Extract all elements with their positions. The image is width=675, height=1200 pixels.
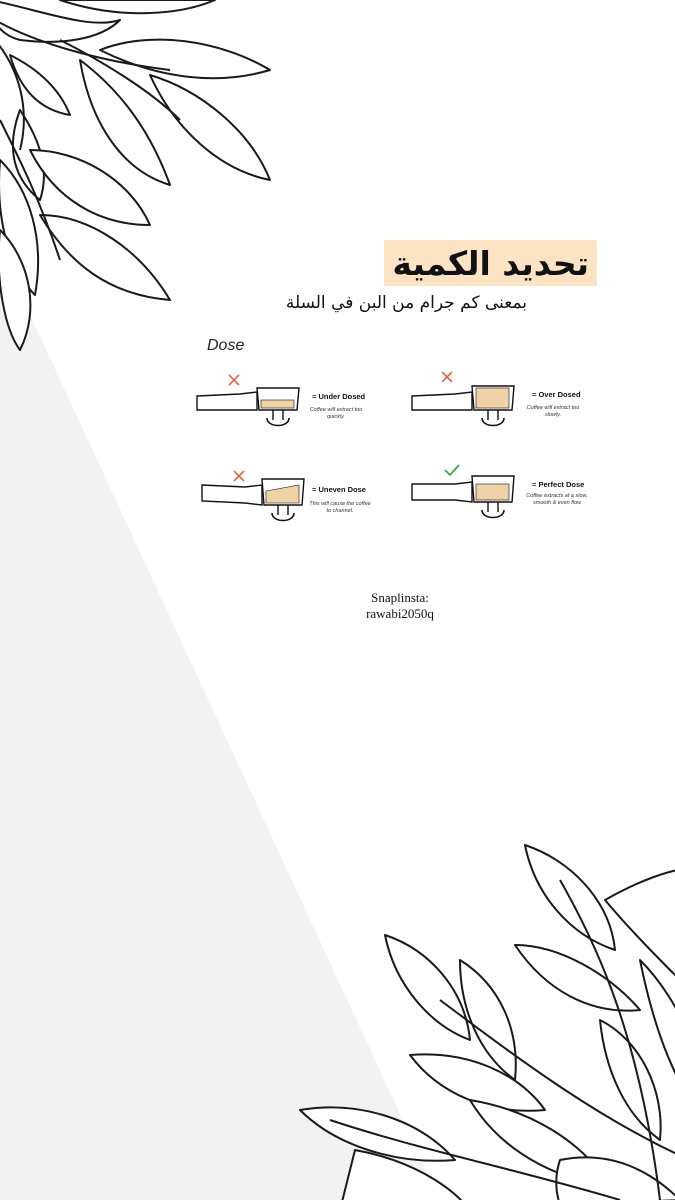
credit-text — [300, 590, 500, 622]
dose-desc-under: Coffee will extract too quickly. — [309, 407, 363, 420]
title-highlight — [384, 240, 597, 286]
dose-name-over: = Over Dosed — [532, 390, 581, 399]
credit-label: Snaplinsta: — [371, 590, 429, 605]
credit-handle: rawabi2050q — [366, 606, 434, 621]
cross-icon — [229, 375, 239, 385]
figure-label: Dose — [207, 337, 245, 354]
page-subtitle: بمعنى كم جرام من البن في السلة — [285, 293, 527, 313]
dose-item-uneven — [200, 465, 400, 545]
dose-name-perfect: = Perfect Dose — [532, 480, 585, 489]
dose-item-over — [410, 370, 610, 450]
cross-icon — [442, 372, 452, 382]
leaves-top-left-illustration — [0, 0, 270, 350]
page-title: تحديد الكمية — [392, 243, 589, 283]
dose-desc-uneven: This will cause the coffee to channel. — [309, 501, 371, 514]
dose-desc-perfect: Coffee extracts at a slow, smooth & even flow — [526, 493, 588, 506]
dose-item-perfect — [410, 462, 610, 542]
check-icon — [445, 465, 459, 475]
dose-item-under — [195, 370, 395, 450]
cross-icon — [234, 471, 244, 481]
dose-name-uneven: = Uneven Dose — [312, 485, 366, 494]
dose-desc-over: Coffee will extract too slowly. — [526, 405, 580, 418]
dose-name-under: = Under Dosed — [312, 392, 366, 401]
